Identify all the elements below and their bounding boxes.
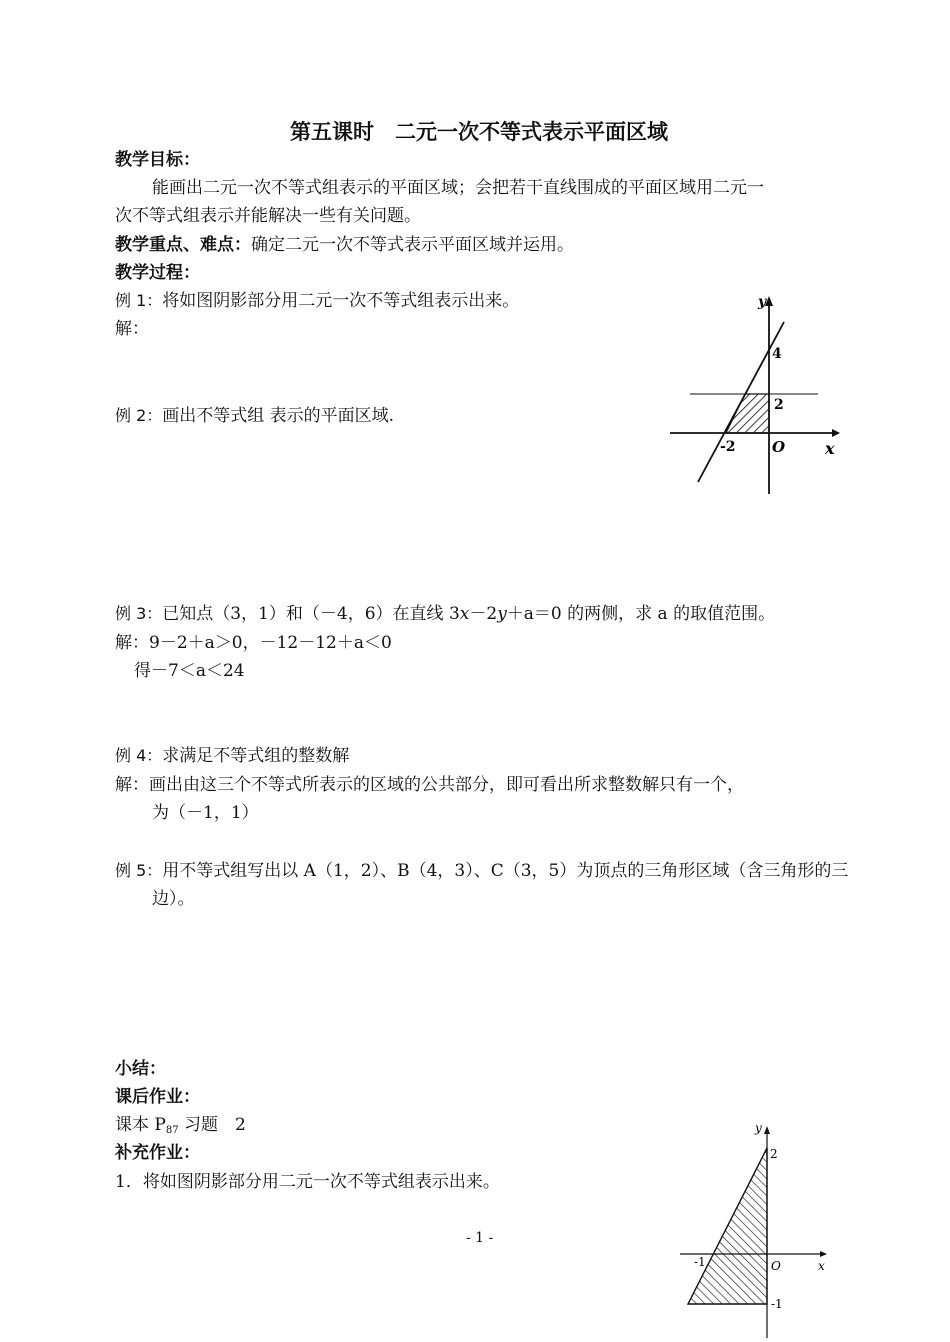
homework-text [115, 1113, 246, 1143]
tick-label-x-1: -1 [694, 1255, 706, 1269]
example-3-solution-2: 得－7＜a＜24 [134, 661, 245, 681]
example-5 [115, 859, 848, 883]
focus-line [115, 233, 574, 257]
y-axis-label: y [755, 1121, 762, 1135]
page-title: 第五课时 二元一次不等式表示平面区域 [290, 120, 668, 144]
example-3-label: 例 3： [115, 604, 163, 623]
tick-label-y-1: -1 [771, 1297, 783, 1311]
homework-text-prefix: 课本 P [115, 1115, 166, 1135]
homework-page-number: 87 [165, 1125, 179, 1136]
tick-label-y4: 4 [772, 346, 782, 362]
extra-item-1: 1．将如图阴影部分用二元一次不等式组表示出来。 [115, 1172, 500, 1192]
focus-text: 确定二元一次不等式表示平面区域并运用。 [251, 235, 574, 255]
example-2-label: 例 2： [115, 406, 163, 425]
goals-line-1: 能画出二元一次不等式组表示的平面区域；会把若干直线围成的平面区域用二元一 [152, 178, 764, 198]
example-2-text: 画出不等式组 表示的平面区域. [162, 406, 395, 426]
y-axis-label: y [758, 294, 767, 310]
example-2 [115, 404, 394, 428]
page-number: - 1 - [466, 1230, 494, 1246]
example-4-label: 例 4： [115, 746, 163, 765]
example-5-label: 例 5： [115, 861, 163, 880]
focus-heading: 教学重点、难点： [115, 235, 251, 255]
goals-heading: 教学目标： [115, 150, 200, 170]
example-3-text-a: 已知点（3，1）和（－4，6）在直线 3 [162, 604, 460, 624]
process-heading: 教学过程： [115, 263, 200, 283]
example-3-var-x: x [459, 604, 470, 624]
x-axis-arrow-icon [832, 429, 840, 437]
y-axis-arrow-icon [764, 1126, 770, 1134]
shaded-region [726, 394, 769, 433]
example-3-solution-1: 解：9－2＋a＞0，－12－12＋a＜0 [115, 633, 392, 653]
example-3-var-y: y [497, 604, 507, 624]
example-5-line-2: 边）。 [152, 889, 195, 909]
example-1 [115, 289, 519, 313]
figure-2-graph [680, 1118, 840, 1340]
summary-heading: 小结： [115, 1059, 166, 1079]
example-3-text-b: －2 [469, 604, 498, 624]
example-3 [115, 602, 775, 626]
example-1-label: 例 1： [115, 291, 163, 310]
x-axis-label: x [825, 439, 835, 458]
homework-heading: 课后作业： [115, 1087, 200, 1107]
example-4-text: 求满足不等式组的整数解 [162, 746, 350, 766]
example-4 [115, 744, 349, 768]
example-1-solution: 解： [115, 319, 149, 339]
goals-line-2: 次不等式组表示并能解决一些有关问题。 [115, 206, 421, 226]
x-axis-arrow-icon [820, 1251, 827, 1257]
shaded-triangle [688, 1148, 767, 1304]
origin-label: O [771, 1259, 781, 1273]
y-axis-arrow-icon [765, 296, 773, 306]
example-5-line-1: 用不等式组写出以 A（1，2）、B（4，3）、C（3，5）为顶点的三角形区域（含三角形的三 [162, 861, 849, 881]
origin-label: O [772, 438, 786, 456]
tick-label-y2: 2 [774, 397, 784, 413]
example-3-text-c: ＋a＝0 的两侧，求 a 的取值范围。 [506, 604, 776, 624]
figure-1-graph [660, 288, 850, 500]
homework-text-suffix: 习题 2 [178, 1115, 246, 1135]
example-4-solution-2: 为（－1，1） [152, 803, 259, 823]
example-1-text: 将如图阴影部分用二元一次不等式组表示出来。 [162, 291, 520, 311]
x-axis-label: x [818, 1259, 825, 1273]
example-4-solution-1: 解：画出由这三个不等式所表示的区域的公共部分，即可看出所求整数解只有一个， [115, 775, 744, 795]
tick-label-x-2: -2 [720, 439, 736, 455]
tick-label-y2: 2 [770, 1147, 778, 1161]
extra-heading: 补充作业： [115, 1143, 200, 1163]
